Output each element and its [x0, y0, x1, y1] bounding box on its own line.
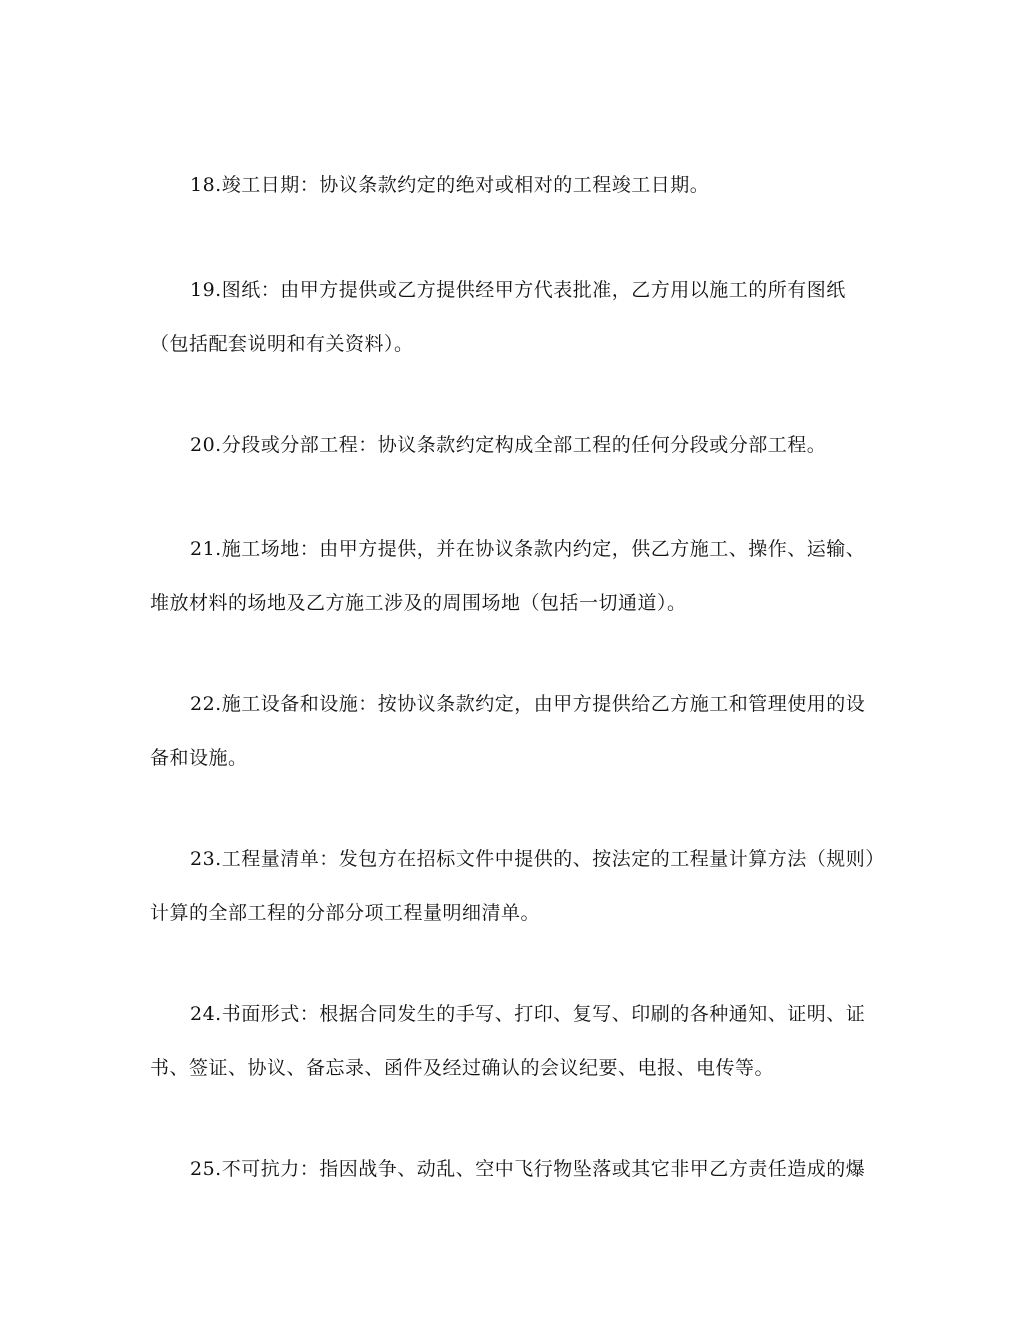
clause-19-line-2: （包括配套说明和有关资料）。 [150, 333, 414, 355]
clause-18 [150, 158, 880, 212]
clause-23-line-1: 23.工程量清单：发包方在招标文件中提供的、按法定的工程量计算方法（规则） [190, 848, 885, 870]
clause-22-line-2: 备和设施。 [150, 747, 248, 769]
clause-25-line-1: 25.不可抗力：指因战争、动乱、空中飞行物坠落或其它非甲乙方责任造成的爆 [190, 1158, 866, 1180]
clause-22-line-1: 22.施工设备和设施：按协议条款约定，由甲方提供给乙方施工和管理使用的设 [190, 693, 866, 715]
clause-23-line-2: 计算的全部工程的分部分项工程量明细清单。 [150, 902, 541, 924]
clause-24-line-2: 书、签证、协议、备忘录、函件及经过确认的会议纪要、电报、电传等。 [150, 1057, 775, 1079]
clause-18-line-1: 18.竣工日期：协议条款约定的绝对或相对的工程竣工日期。 [190, 174, 710, 196]
clause-19 [150, 263, 880, 371]
clause-21-line-2: 堆放材料的场地及乙方施工涉及的周围场地（包括一切通道）。 [150, 592, 687, 614]
clause-25 [150, 1142, 880, 1196]
clause-19-line-1: 19.图纸：由甲方提供或乙方提供经甲方代表批准，乙方用以施工的所有图纸 [190, 279, 846, 301]
clause-21-line-1: 21.施工场地：由甲方提供，并在协议条款内约定，供乙方施工、操作、运输、 [190, 538, 866, 560]
clause-24 [150, 987, 880, 1095]
clause-21 [150, 522, 880, 630]
clause-20-line-1: 20.分段或分部工程：协议条款约定构成全部工程的任何分段或分部工程。 [190, 434, 827, 456]
clause-23 [150, 832, 885, 940]
clause-24-line-1: 24.书面形式：根据合同发生的手写、打印、复写、印刷的各种通知、证明、证 [190, 1003, 866, 1025]
clause-22 [150, 677, 880, 785]
clause-20 [150, 418, 880, 472]
